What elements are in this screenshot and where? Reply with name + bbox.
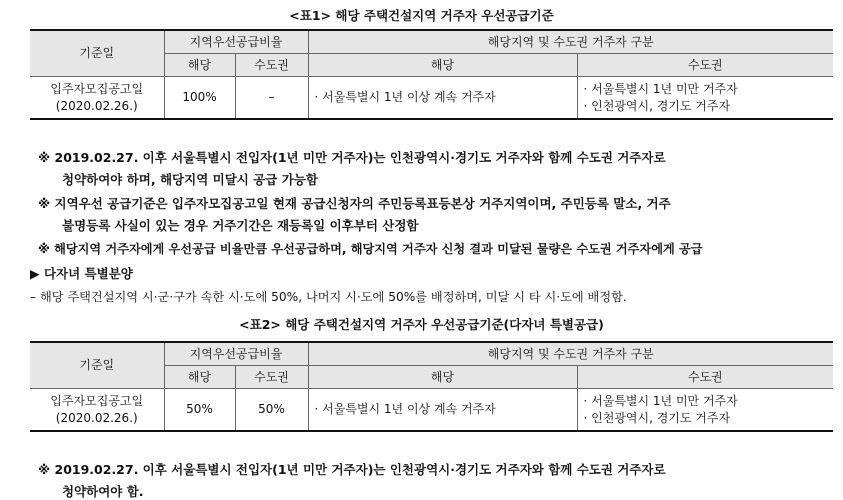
date-label: 입주자모집공고일	[50, 393, 144, 408]
note-2-line-1: ※ 지역우선 공급기준은 입주자모집공고일 현재 공급신청자의 주민등록표등본상 거주지역이며, 주민등록 말소, 거주	[38, 196, 671, 211]
header-area-group: 해당지역 및 수도권 거주자 구분	[308, 30, 833, 54]
cell-local-desc: · 서울특별시 1년 이상 계속 거주자	[308, 77, 577, 120]
cell-capital-desc	[577, 389, 833, 432]
cell-ratio-capital: 50%	[235, 389, 308, 432]
date-value: (2020.02.26.)	[55, 98, 138, 113]
header-area-group: 해당지역 및 수도권 거주자 구분	[308, 342, 833, 366]
table2	[30, 341, 833, 432]
cell-ratio-local: 50%	[164, 389, 235, 432]
capital-desc-line: · 서울특별시 1년 미만 거주자	[583, 81, 738, 96]
capital-desc-line: · 인천광역시, 경기도 거주자	[583, 410, 731, 425]
cell-ratio-local: 100%	[164, 77, 235, 120]
note-4-line-1: ※ 2019.02.27. 이후 서울특별시 전입자(1년 미만 거주자)는 인천광역시·경기도 거주자와 함께 수도권 거주자로	[38, 462, 666, 477]
capital-desc-line: · 서울특별시 1년 미만 거주자	[583, 393, 738, 408]
cell-base-date	[30, 77, 164, 120]
note-1-line-2: 청약하여야 하며, 해당지역 미달시 공급 가능함	[62, 172, 318, 187]
cell-local-desc: · 서울특별시 1년 이상 계속 거주자	[308, 389, 577, 432]
cell-base-date	[30, 389, 164, 432]
cell-capital-desc	[577, 77, 833, 120]
header-sub-local-area: 해당	[308, 366, 577, 389]
table2-caption: <표2> 해당 주택건설지역 거주자 우선공급기준(다자녀 특별공급)	[239, 317, 604, 332]
section-description: – 해당 주택건설지역 시·군·구가 속한 시·도에 50%, 나머지 시·도에 50%를 배정하며, 미달 시 타 시·도에 배정함.	[30, 290, 627, 304]
header-ratio-group: 지역우선공급비율	[164, 30, 308, 54]
header-base-date: 기준일	[30, 30, 164, 77]
header-sub-capital: 수도권	[235, 54, 308, 77]
cell-ratio-capital: –	[235, 77, 308, 120]
header-sub-capital: 수도권	[235, 366, 308, 389]
date-label: 입주자모집공고일	[50, 81, 144, 96]
note-1-line-1: ※ 2019.02.27. 이후 서울특별시 전입자(1년 미만 거주자)는 인천광역시·경기도 거주자와 함께 수도권 거주자로	[38, 150, 666, 165]
table1	[30, 29, 833, 120]
header-sub-capital-area: 수도권	[577, 54, 833, 77]
table1-caption: <표1> 해당 주택건설지역 거주자 우선공급기준	[289, 8, 554, 23]
header-sub-local-area: 해당	[308, 54, 577, 77]
header-ratio-group: 지역우선공급비율	[164, 342, 308, 366]
note-4-line-2: 청약하여야 함.	[62, 484, 144, 499]
header-sub-local: 해당	[164, 366, 235, 389]
capital-desc-line: · 인천광역시, 경기도 거주자	[583, 98, 731, 113]
note-3: ※ 해당지역 거주자에게 우선공급 비율만큼 우선공급하며, 해당지역 거주자 신청 결과 미달된 물량은 수도권 거주자에게 공급	[38, 242, 703, 256]
date-value: (2020.02.26.)	[55, 410, 138, 425]
header-sub-capital-area: 수도권	[577, 366, 833, 389]
header-sub-local: 해당	[164, 54, 235, 77]
header-base-date: 기준일	[30, 342, 164, 389]
section-title: ▶ 다자녀 특별분양	[30, 266, 133, 281]
note-2-line-2: 불명등록 사실이 있는 경우 거주기간은 재등록일 이후부터 산정함	[62, 218, 419, 233]
